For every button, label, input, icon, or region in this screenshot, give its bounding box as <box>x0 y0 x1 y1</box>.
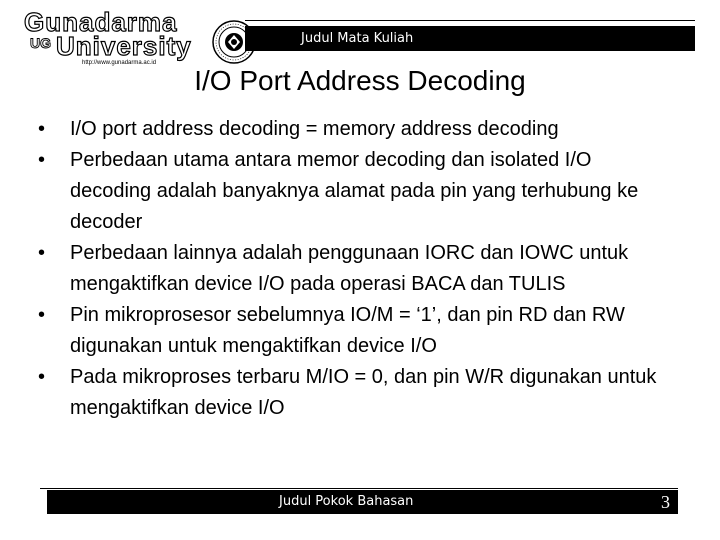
bullet-list <box>38 114 678 424</box>
bullet-text: Pada mikroproses terbaru M/IO = 0, dan pin W/R digunakan untuk mengaktifkan device I/O <box>70 366 657 419</box>
page-number: 3 <box>661 492 670 512</box>
bullet-dot-icon: • <box>38 242 46 264</box>
bullet-item <box>38 238 678 300</box>
bullet-text: I/O port address decoding = memory address decoding <box>70 118 559 140</box>
bullet-item <box>38 362 678 424</box>
bullet-text: Perbedaan lainnya adalah penggunaan IORC dan IOWC untuk mengaktifkan device I/O pada operasi BACA dan TULIS <box>70 242 629 295</box>
university-logo <box>24 7 246 66</box>
bullet-text: Perbedaan utama antara memor decoding dan isolated I/O decoding adalah banyaknya alamat pada pin yang terhubung ke decoder <box>70 149 639 233</box>
logo-text-university: University <box>56 31 192 61</box>
logo-url: http://www.gunadarma.ac.id <box>82 60 157 66</box>
bullet-dot-icon: • <box>38 118 46 140</box>
course-title: Judul Mata Kuliah <box>301 30 414 46</box>
bullet-text: Pin mikroprosesor sebelumnya IO/M = ‘1’, dan pin RD dan RW digunakan untuk mengaktifkan device I/O <box>70 304 625 357</box>
bullet-dot-icon: • <box>38 149 46 171</box>
bullet-item <box>38 300 678 362</box>
slide-title: I/O Port Address Decoding <box>194 65 526 96</box>
footer-rule <box>40 488 678 489</box>
bullet-dot-icon: • <box>38 366 46 388</box>
bullet-item <box>38 145 678 238</box>
header-top-rule <box>245 20 695 21</box>
topic-title: Judul Pokok Bahasan <box>279 494 414 509</box>
header-bar <box>245 26 695 51</box>
bullet-dot-icon: • <box>38 304 46 326</box>
logo-text-ug: UG <box>30 35 51 51</box>
logo-text-gunadarma: Gunadarma <box>24 7 178 37</box>
bullet-item <box>38 114 678 145</box>
footer-bar <box>47 490 678 514</box>
